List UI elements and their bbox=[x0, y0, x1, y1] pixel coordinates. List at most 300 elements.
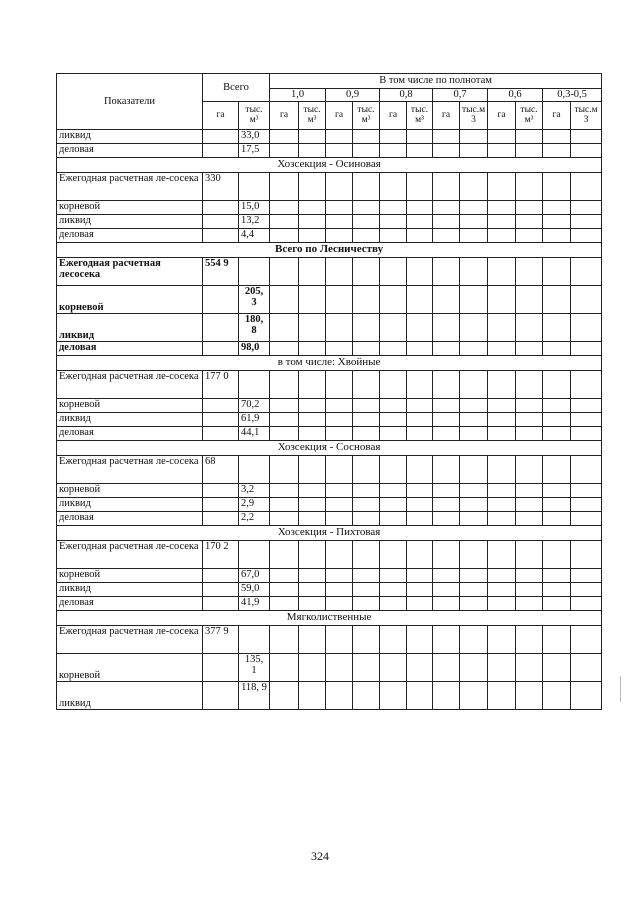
density-value-cell bbox=[270, 569, 299, 583]
density-value-cell bbox=[270, 371, 299, 399]
table-row bbox=[57, 626, 602, 654]
density-value-cell bbox=[380, 371, 407, 399]
density-value-cell bbox=[299, 342, 326, 356]
density-value-cell bbox=[571, 427, 602, 441]
density-value-cell bbox=[488, 371, 516, 399]
density-value-cell bbox=[407, 173, 433, 201]
density-value-cell bbox=[543, 258, 571, 286]
density-value-cell bbox=[433, 229, 460, 243]
density-value-cell bbox=[516, 597, 543, 611]
density-value-cell bbox=[488, 498, 516, 512]
section-title: Хозсекция - Сосновая bbox=[57, 441, 602, 456]
density-value-cell bbox=[571, 569, 602, 583]
density-value-cell bbox=[488, 144, 516, 158]
density-value-cell bbox=[326, 413, 353, 427]
density-value-cell bbox=[433, 371, 460, 399]
density-value-cell bbox=[407, 484, 433, 498]
density-value-cell bbox=[407, 130, 433, 144]
density-value-cell bbox=[516, 371, 543, 399]
density-value-cell bbox=[433, 583, 460, 597]
total-ha-cell: 330 bbox=[203, 173, 239, 201]
header-unit: га bbox=[488, 102, 516, 130]
density-value-cell bbox=[380, 541, 407, 569]
section-title: Хозсекция - Пихтовая bbox=[57, 526, 602, 541]
density-value-cell bbox=[407, 597, 433, 611]
density-value-cell bbox=[299, 258, 326, 286]
total-ha-cell bbox=[203, 654, 239, 682]
density-value-cell bbox=[543, 201, 571, 215]
density-value-cell bbox=[460, 682, 488, 710]
density-value-cell bbox=[380, 512, 407, 526]
density-value-cell bbox=[433, 569, 460, 583]
total-volume-cell: 33,0 bbox=[239, 130, 270, 144]
density-value-cell bbox=[353, 427, 380, 441]
density-value-cell bbox=[460, 314, 488, 342]
density-value-cell bbox=[353, 583, 380, 597]
density-value-cell bbox=[299, 597, 326, 611]
density-value-cell bbox=[516, 541, 543, 569]
total-volume-cell: 15,0 bbox=[239, 201, 270, 215]
header-density: 0,7 bbox=[433, 89, 488, 102]
density-value-cell bbox=[488, 583, 516, 597]
table-row bbox=[57, 215, 602, 229]
density-value-cell bbox=[326, 427, 353, 441]
density-value-cell bbox=[488, 399, 516, 413]
density-value-cell bbox=[460, 597, 488, 611]
table-row bbox=[57, 583, 602, 597]
section-title: Мягколиственные bbox=[57, 611, 602, 626]
header-unit: тыс.м 3 bbox=[460, 102, 488, 130]
density-value-cell bbox=[380, 144, 407, 158]
density-value-cell bbox=[433, 682, 460, 710]
density-value-cell bbox=[326, 258, 353, 286]
density-value-cell bbox=[488, 569, 516, 583]
density-value-cell bbox=[571, 173, 602, 201]
density-value-cell bbox=[460, 258, 488, 286]
density-value-cell bbox=[543, 342, 571, 356]
section-row bbox=[57, 356, 602, 371]
density-value-cell bbox=[488, 130, 516, 144]
density-value-cell bbox=[407, 286, 433, 314]
total-ha-cell bbox=[203, 229, 239, 243]
density-value-cell bbox=[299, 583, 326, 597]
density-value-cell bbox=[460, 173, 488, 201]
density-value-cell bbox=[270, 173, 299, 201]
density-value-cell bbox=[326, 371, 353, 399]
row-label: корневой bbox=[57, 399, 203, 413]
total-ha-cell bbox=[203, 399, 239, 413]
density-value-cell bbox=[543, 399, 571, 413]
density-value-cell bbox=[380, 498, 407, 512]
density-value-cell bbox=[407, 498, 433, 512]
row-label: Ежегодная расчетная ле-сосека bbox=[57, 456, 203, 484]
section-row bbox=[57, 526, 602, 541]
header-unit: га bbox=[203, 102, 239, 130]
density-value-cell bbox=[543, 682, 571, 710]
density-value-cell bbox=[270, 541, 299, 569]
density-value-cell bbox=[407, 413, 433, 427]
density-value-cell bbox=[433, 427, 460, 441]
row-label: Ежегодная расчетная ле-сосека bbox=[57, 371, 203, 399]
density-value-cell bbox=[433, 654, 460, 682]
density-value-cell bbox=[299, 130, 326, 144]
density-value-cell bbox=[299, 215, 326, 229]
density-value-cell bbox=[380, 229, 407, 243]
header-unit: тыс. м³ bbox=[407, 102, 433, 130]
section-title: Всего по Лесничеству bbox=[57, 243, 602, 258]
section-title: в том числе: Хвойные bbox=[57, 356, 602, 371]
density-value-cell bbox=[571, 654, 602, 682]
row-label: деловая bbox=[57, 144, 203, 158]
total-volume-cell: 59,0 bbox=[239, 583, 270, 597]
table-row bbox=[57, 342, 602, 356]
density-value-cell bbox=[353, 626, 380, 654]
density-value-cell bbox=[543, 484, 571, 498]
row-label: ликвид bbox=[57, 498, 203, 512]
total-volume-cell: 135, 1 bbox=[239, 654, 270, 682]
row-label: Ежегодная расчетная ле-сосека bbox=[57, 173, 203, 201]
density-value-cell bbox=[380, 314, 407, 342]
header-unit: га bbox=[543, 102, 571, 130]
density-value-cell bbox=[516, 229, 543, 243]
total-ha-cell bbox=[203, 427, 239, 441]
density-value-cell bbox=[433, 456, 460, 484]
density-value-cell bbox=[326, 173, 353, 201]
density-value-cell bbox=[433, 597, 460, 611]
density-value-cell bbox=[488, 484, 516, 498]
density-value-cell bbox=[433, 215, 460, 229]
density-value-cell bbox=[433, 144, 460, 158]
density-value-cell bbox=[460, 371, 488, 399]
density-value-cell bbox=[326, 597, 353, 611]
density-value-cell bbox=[326, 512, 353, 526]
density-value-cell bbox=[407, 229, 433, 243]
density-value-cell bbox=[326, 682, 353, 710]
density-value-cell bbox=[270, 413, 299, 427]
density-value-cell bbox=[433, 512, 460, 526]
total-volume-cell: 17,5 bbox=[239, 144, 270, 158]
density-value-cell bbox=[380, 342, 407, 356]
table-row bbox=[57, 144, 602, 158]
density-value-cell bbox=[516, 654, 543, 682]
density-value-cell bbox=[407, 456, 433, 484]
density-value-cell bbox=[460, 342, 488, 356]
total-ha-cell bbox=[203, 597, 239, 611]
density-value-cell bbox=[516, 215, 543, 229]
density-value-cell bbox=[543, 229, 571, 243]
density-value-cell bbox=[407, 541, 433, 569]
table-row bbox=[57, 456, 602, 484]
density-value-cell bbox=[380, 427, 407, 441]
density-value-cell bbox=[543, 144, 571, 158]
density-value-cell bbox=[380, 597, 407, 611]
density-value-cell bbox=[353, 399, 380, 413]
header-unit: тыс. м³ bbox=[353, 102, 380, 130]
density-value-cell bbox=[571, 484, 602, 498]
table-row bbox=[57, 498, 602, 512]
density-value-cell bbox=[571, 286, 602, 314]
density-value-cell bbox=[488, 626, 516, 654]
density-value-cell bbox=[270, 201, 299, 215]
density-value-cell bbox=[299, 682, 326, 710]
density-value-cell bbox=[571, 399, 602, 413]
density-value-cell bbox=[460, 286, 488, 314]
density-value-cell bbox=[516, 498, 543, 512]
density-value-cell bbox=[488, 654, 516, 682]
density-value-cell bbox=[460, 626, 488, 654]
section-title: Хозсекция - Осиновая bbox=[57, 158, 602, 173]
row-label: ликвид bbox=[57, 583, 203, 597]
density-value-cell bbox=[543, 498, 571, 512]
section-row bbox=[57, 243, 602, 258]
density-value-cell bbox=[299, 144, 326, 158]
density-value-cell bbox=[516, 144, 543, 158]
row-label: корневой bbox=[57, 286, 203, 314]
density-value-cell bbox=[460, 229, 488, 243]
row-label: ликвид bbox=[57, 413, 203, 427]
total-volume-cell: 41,9 bbox=[239, 597, 270, 611]
density-value-cell bbox=[353, 201, 380, 215]
density-value-cell bbox=[353, 498, 380, 512]
density-value-cell bbox=[571, 258, 602, 286]
total-volume-cell: 180, 8 bbox=[239, 314, 270, 342]
density-value-cell bbox=[270, 342, 299, 356]
density-value-cell bbox=[433, 484, 460, 498]
density-value-cell bbox=[353, 314, 380, 342]
density-value-cell bbox=[299, 498, 326, 512]
density-value-cell bbox=[433, 130, 460, 144]
density-value-cell bbox=[270, 130, 299, 144]
density-value-cell bbox=[571, 626, 602, 654]
density-value-cell bbox=[571, 498, 602, 512]
density-value-cell bbox=[571, 130, 602, 144]
density-value-cell bbox=[516, 342, 543, 356]
density-value-cell bbox=[270, 258, 299, 286]
density-value-cell bbox=[488, 229, 516, 243]
total-volume-cell: 13,2 bbox=[239, 215, 270, 229]
total-volume-cell: 61,9 bbox=[239, 413, 270, 427]
density-value-cell bbox=[326, 484, 353, 498]
section-row bbox=[57, 441, 602, 456]
density-value-cell bbox=[353, 456, 380, 484]
row-label: Ежегодная расчетная ле-сосека bbox=[57, 541, 203, 569]
density-value-cell bbox=[543, 173, 571, 201]
density-value-cell bbox=[571, 583, 602, 597]
table-row bbox=[57, 130, 602, 144]
density-value-cell bbox=[460, 413, 488, 427]
density-value-cell bbox=[488, 314, 516, 342]
total-volume-cell: 98,0 bbox=[239, 342, 270, 356]
row-label: ликвид bbox=[57, 682, 203, 710]
density-value-cell bbox=[326, 144, 353, 158]
density-value-cell bbox=[299, 413, 326, 427]
density-value-cell bbox=[571, 229, 602, 243]
table-row bbox=[57, 569, 602, 583]
density-value-cell bbox=[380, 484, 407, 498]
total-volume-cell bbox=[239, 371, 270, 399]
header-unit: га bbox=[380, 102, 407, 130]
density-value-cell bbox=[543, 371, 571, 399]
density-value-cell bbox=[407, 371, 433, 399]
table-row bbox=[57, 314, 602, 342]
density-value-cell bbox=[516, 583, 543, 597]
density-value-cell bbox=[516, 456, 543, 484]
density-value-cell bbox=[326, 583, 353, 597]
density-value-cell bbox=[299, 173, 326, 201]
total-ha-cell bbox=[203, 569, 239, 583]
density-value-cell bbox=[407, 342, 433, 356]
density-value-cell bbox=[299, 626, 326, 654]
density-value-cell bbox=[488, 413, 516, 427]
density-value-cell bbox=[326, 342, 353, 356]
section-row bbox=[57, 611, 602, 626]
row-label: Ежегодная расчетная лесосека bbox=[57, 258, 203, 286]
density-value-cell bbox=[571, 456, 602, 484]
density-value-cell bbox=[543, 413, 571, 427]
density-value-cell bbox=[270, 456, 299, 484]
density-value-cell bbox=[460, 569, 488, 583]
density-value-cell bbox=[270, 597, 299, 611]
density-value-cell bbox=[460, 583, 488, 597]
density-value-cell bbox=[380, 286, 407, 314]
density-value-cell bbox=[488, 258, 516, 286]
density-value-cell bbox=[433, 314, 460, 342]
table-row bbox=[57, 173, 602, 201]
density-value-cell bbox=[380, 215, 407, 229]
density-value-cell bbox=[433, 413, 460, 427]
density-value-cell bbox=[488, 286, 516, 314]
density-value-cell bbox=[270, 512, 299, 526]
density-value-cell bbox=[353, 173, 380, 201]
table-row bbox=[57, 484, 602, 498]
density-value-cell bbox=[407, 314, 433, 342]
density-value-cell bbox=[407, 626, 433, 654]
density-value-cell bbox=[516, 427, 543, 441]
total-volume-cell: 4,4 bbox=[239, 229, 270, 243]
density-value-cell bbox=[299, 201, 326, 215]
density-value-cell bbox=[299, 286, 326, 314]
density-value-cell bbox=[407, 512, 433, 526]
total-ha-cell bbox=[203, 215, 239, 229]
density-value-cell bbox=[299, 654, 326, 682]
row-label: деловая bbox=[57, 229, 203, 243]
total-ha-cell bbox=[203, 498, 239, 512]
density-value-cell bbox=[571, 512, 602, 526]
row-label: деловая bbox=[57, 597, 203, 611]
density-value-cell bbox=[433, 201, 460, 215]
density-value-cell bbox=[488, 342, 516, 356]
density-value-cell bbox=[460, 144, 488, 158]
density-value-cell bbox=[353, 371, 380, 399]
density-value-cell bbox=[543, 314, 571, 342]
header-unit: га bbox=[270, 102, 299, 130]
total-ha-cell bbox=[203, 286, 239, 314]
density-value-cell bbox=[380, 583, 407, 597]
page-number: 324 bbox=[311, 849, 329, 863]
density-value-cell bbox=[433, 399, 460, 413]
density-value-cell bbox=[299, 569, 326, 583]
header-unit: тыс. м³ bbox=[299, 102, 326, 130]
scan-edge-mark bbox=[620, 676, 621, 702]
density-value-cell bbox=[543, 512, 571, 526]
density-value-cell bbox=[516, 569, 543, 583]
row-label: деловая bbox=[57, 342, 203, 356]
density-value-cell bbox=[460, 215, 488, 229]
row-label: ликвид bbox=[57, 130, 203, 144]
header-unit: га bbox=[326, 102, 353, 130]
density-value-cell bbox=[460, 427, 488, 441]
density-value-cell bbox=[516, 413, 543, 427]
total-ha-cell: 177 0 bbox=[203, 371, 239, 399]
density-value-cell bbox=[460, 399, 488, 413]
density-value-cell bbox=[433, 498, 460, 512]
total-ha-cell bbox=[203, 201, 239, 215]
density-value-cell bbox=[326, 314, 353, 342]
density-value-cell bbox=[460, 456, 488, 484]
density-value-cell bbox=[488, 201, 516, 215]
density-value-cell bbox=[270, 682, 299, 710]
total-volume-cell bbox=[239, 173, 270, 201]
density-value-cell bbox=[326, 286, 353, 314]
density-value-cell bbox=[270, 583, 299, 597]
density-value-cell bbox=[543, 130, 571, 144]
total-ha-cell: 554 9 bbox=[203, 258, 239, 286]
row-label: корневой bbox=[57, 569, 203, 583]
density-value-cell bbox=[380, 201, 407, 215]
header-density: 0,8 bbox=[380, 89, 433, 102]
density-value-cell bbox=[380, 413, 407, 427]
table-row bbox=[57, 371, 602, 399]
density-value-cell bbox=[326, 215, 353, 229]
header-including: В том числе по полнотам bbox=[270, 74, 602, 89]
density-value-cell bbox=[488, 541, 516, 569]
density-value-cell bbox=[571, 597, 602, 611]
density-value-cell bbox=[460, 654, 488, 682]
row-label: деловая bbox=[57, 427, 203, 441]
density-value-cell bbox=[407, 215, 433, 229]
density-value-cell bbox=[516, 314, 543, 342]
density-value-cell bbox=[270, 314, 299, 342]
density-value-cell bbox=[326, 229, 353, 243]
header-density: 0,3-0,5 bbox=[543, 89, 602, 102]
density-value-cell bbox=[380, 569, 407, 583]
total-ha-cell bbox=[203, 342, 239, 356]
density-value-cell bbox=[460, 130, 488, 144]
density-value-cell bbox=[571, 413, 602, 427]
density-value-cell bbox=[460, 201, 488, 215]
density-value-cell bbox=[571, 144, 602, 158]
density-value-cell bbox=[326, 498, 353, 512]
density-value-cell bbox=[407, 144, 433, 158]
header-unit: тыс. м³ bbox=[239, 102, 270, 130]
total-volume-cell: 2,9 bbox=[239, 498, 270, 512]
density-value-cell bbox=[353, 342, 380, 356]
density-value-cell bbox=[543, 427, 571, 441]
density-value-cell bbox=[270, 286, 299, 314]
row-label: деловая bbox=[57, 512, 203, 526]
header-density: 0,6 bbox=[488, 89, 543, 102]
header-total: Всего bbox=[203, 74, 270, 102]
density-value-cell bbox=[460, 541, 488, 569]
density-value-cell bbox=[433, 258, 460, 286]
density-value-cell bbox=[380, 130, 407, 144]
density-value-cell bbox=[407, 399, 433, 413]
table-row bbox=[57, 413, 602, 427]
density-value-cell bbox=[353, 569, 380, 583]
density-value-cell bbox=[353, 512, 380, 526]
row-label: ликвид bbox=[57, 215, 203, 229]
total-ha-cell bbox=[203, 512, 239, 526]
